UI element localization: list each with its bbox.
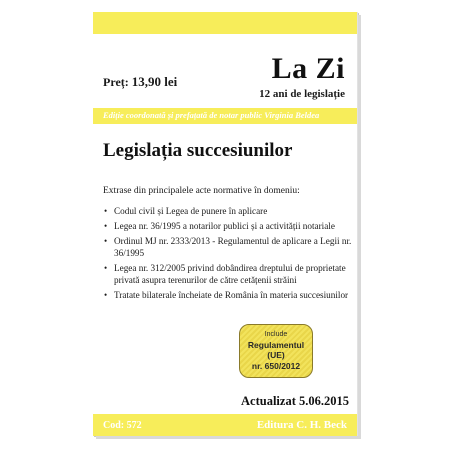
- stamp-line-3: nr. 650/2012: [251, 361, 301, 371]
- update-date: Actualizat 5.06.2015: [241, 394, 349, 408]
- price-label: Preț:: [103, 75, 129, 89]
- list-item: • Ordinul MJ nr. 2333/2013 - Regulamentul de aplicare a Legii nr. 36/1995: [104, 236, 352, 258]
- brand-logo: La Zi: [271, 52, 345, 85]
- bullet-icon: •: [104, 263, 108, 273]
- publisher-name: Editura C. H. Beck: [256, 419, 347, 431]
- bullet-icon: •: [104, 290, 108, 300]
- bullet-icon: •: [104, 206, 108, 216]
- top-yellow-band: [93, 12, 357, 34]
- stamp-line-1: Include: [264, 331, 288, 338]
- list-item: • Legea nr. 312/2005 privind dobândirea dreptului de proprietate privată asupra terenurilor de către cetățenii străini: [104, 263, 346, 285]
- acts-list: [103, 205, 353, 304]
- editor-band: [93, 108, 357, 124]
- list-item: • Codul civil și Legea de punere în aplicare: [104, 206, 268, 216]
- stamp-line-2: Regulamentul (UE): [247, 340, 305, 360]
- cover-header: [93, 34, 357, 108]
- bullet-icon: •: [104, 221, 108, 231]
- list-item: • Tratate bilaterale încheiate de România în materia succesiunilor: [104, 290, 349, 300]
- regulation-stamp: [239, 324, 313, 378]
- book-cover: [93, 12, 358, 436]
- bullet-icon: •: [104, 236, 108, 246]
- price-tag: [103, 74, 177, 90]
- price-value: 13,90 lei: [131, 74, 178, 89]
- bottom-yellow-band: [93, 414, 357, 436]
- book-code: Cod: 572: [103, 420, 142, 431]
- contents-intro: Extrase din principalele acte normative în domeniu:: [103, 186, 300, 196]
- brand-tagline: 12 ani de legislație: [259, 88, 345, 100]
- book-title: Legislația succesiunilor: [103, 140, 293, 161]
- editor-note: Ediție coordonată și prefațată de notar public Virginia Beldea: [103, 110, 320, 120]
- list-item: • Legea nr. 36/1995 a notarilor publici și a activității notariale: [104, 221, 335, 231]
